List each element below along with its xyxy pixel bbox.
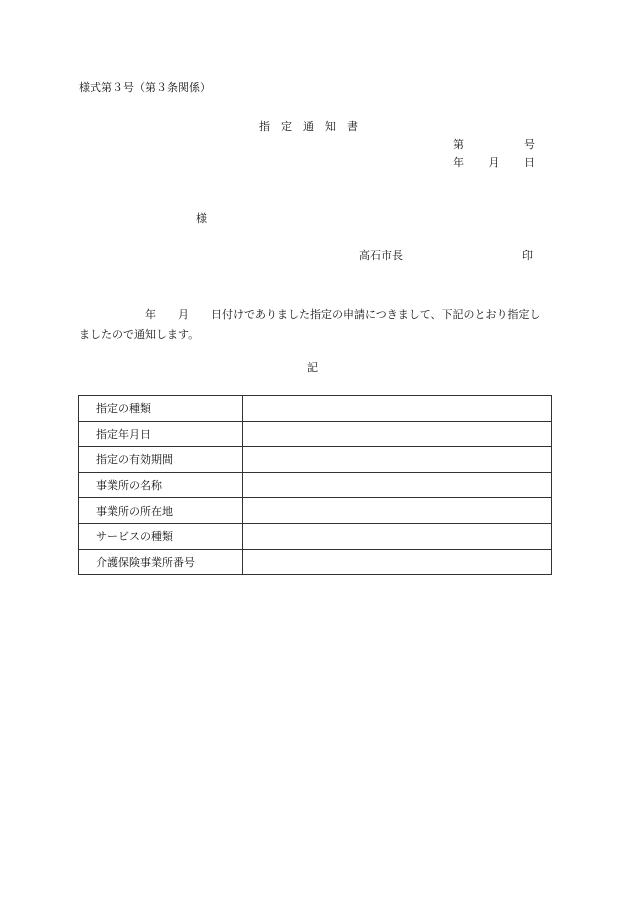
row-label: サービスの種類 <box>79 523 243 549</box>
row-value <box>243 447 552 473</box>
form-label: 様式第３号（第３条関係） <box>79 81 211 94</box>
row-label: 指定の有効期間 <box>79 447 243 473</box>
row-label: 指定の種類 <box>79 396 243 422</box>
row-value <box>243 523 552 549</box>
number-suffix: 号 <box>524 138 535 151</box>
seal-mark: 印 <box>522 249 533 262</box>
table-row <box>79 549 552 575</box>
notice-body: 年 月 日付けでありました指定の申請につきまして、下記のとおり指定しましたので通知します。 <box>79 308 541 341</box>
table-row <box>79 498 552 524</box>
issuer-name: 高石市長 <box>359 249 403 262</box>
row-value <box>243 472 552 498</box>
row-label: 指定年月日 <box>79 421 243 447</box>
row-value <box>243 549 552 575</box>
addressee-honorific: 様 <box>196 212 207 225</box>
table-row <box>79 523 552 549</box>
row-label: 事業所の所在地 <box>79 498 243 524</box>
date-year: 年 <box>453 156 464 169</box>
ki-heading: 記 <box>307 361 318 374</box>
row-value <box>243 421 552 447</box>
date-day: 日 <box>524 156 535 169</box>
row-value <box>243 498 552 524</box>
row-label: 介護保険事業所番号 <box>79 549 243 575</box>
document-number <box>453 139 535 150</box>
number-prefix: 第 <box>453 138 464 151</box>
designation-table <box>78 395 552 575</box>
table-row <box>79 472 552 498</box>
table-row <box>79 421 552 447</box>
row-label: 事業所の名称 <box>79 472 243 498</box>
document-date <box>453 157 535 168</box>
table-row <box>79 396 552 422</box>
document-title: 指 定 通 知 書 <box>259 120 358 133</box>
row-value <box>243 396 552 422</box>
date-month: 月 <box>488 156 500 169</box>
table-row <box>79 447 552 473</box>
